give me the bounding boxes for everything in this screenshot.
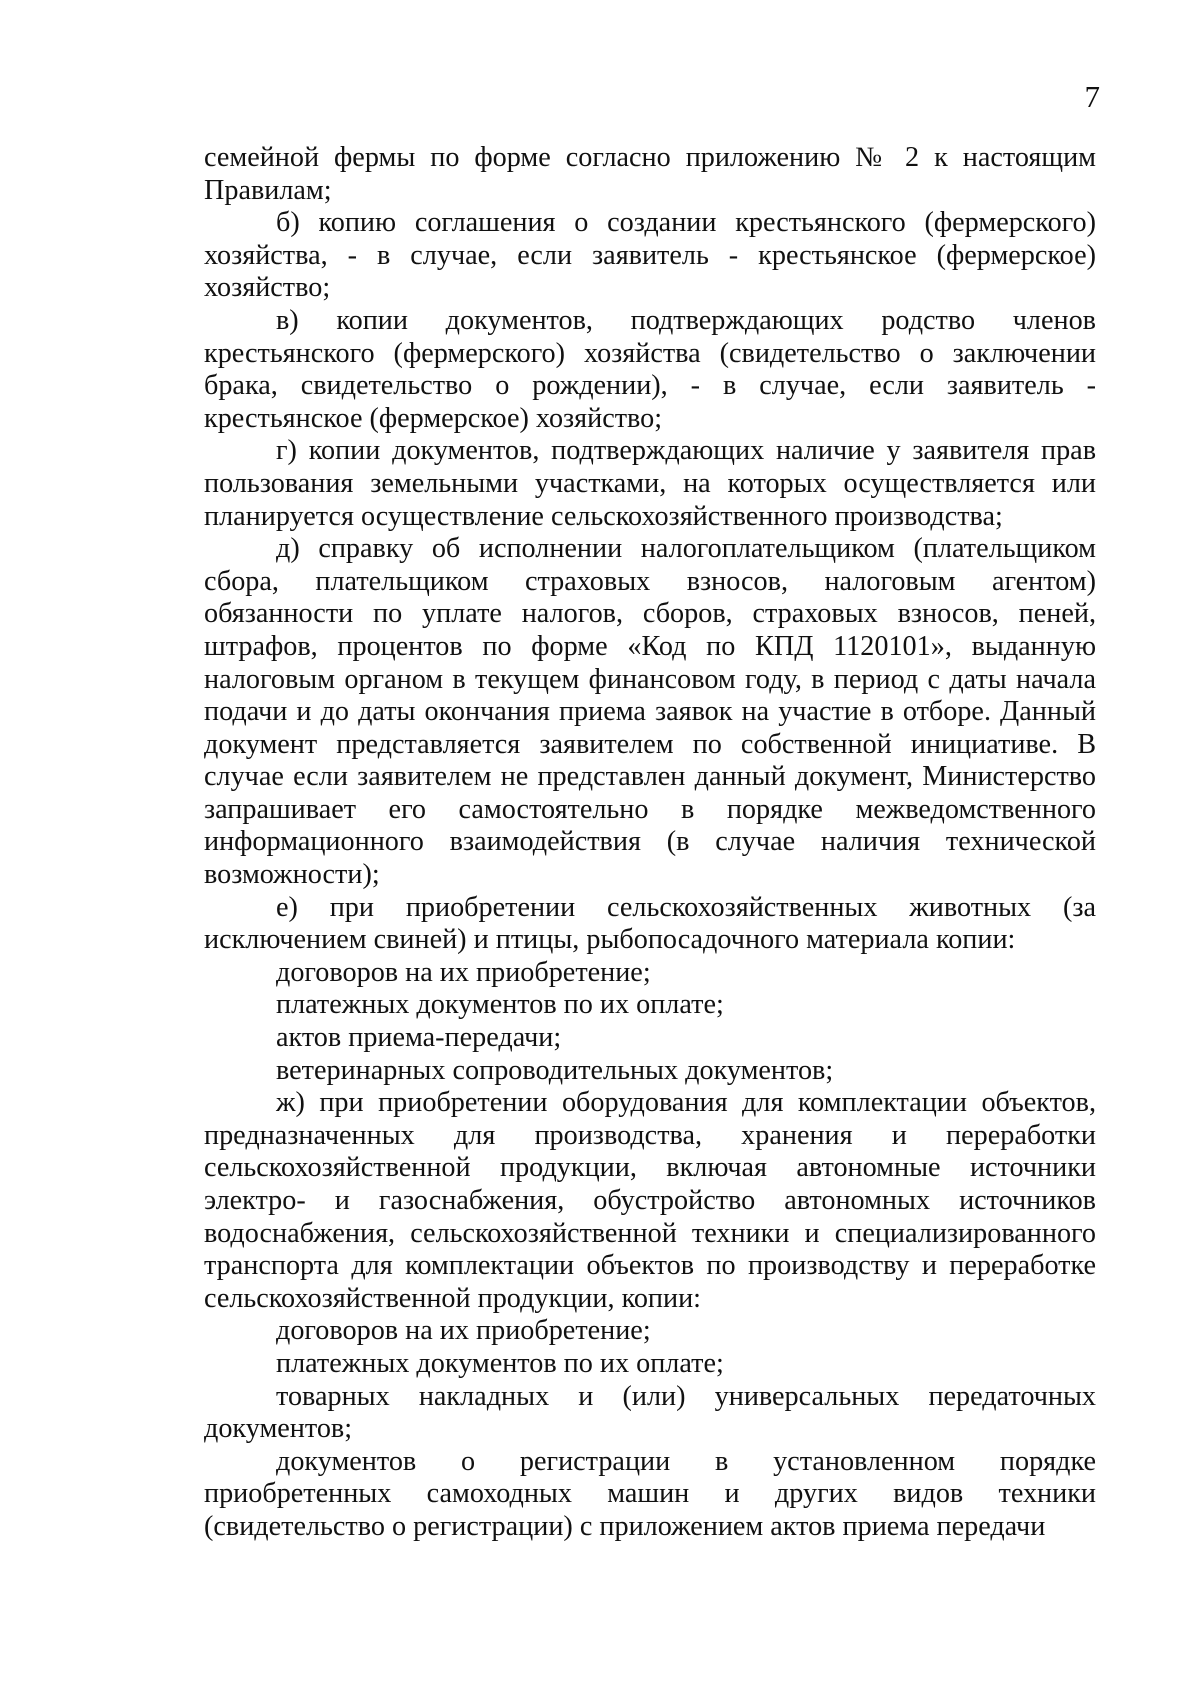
- list-item: договоров на их приобретение;: [276, 1315, 651, 1347]
- paragraph-item-d: д) справку об исполнении налогоплательщиком (плательщиком сбора, плательщиком страховых взносов, налоговым агентом) обязанности по уплате налогов, сборов, страховых взносов, пеней, штрафов, процентов по форме «Код по КПД 1120101», выданную налоговым органом в текущем финансовом году, в период с даты начала подачи и до даты окончания приема заявок на участие в отборе. Данный документ представляется заявителем по собственной инициативе. В случае если заявителем не представлен данный документ, Министерство запрашивает его самостоятельно в порядке межведомственного информационного взаимодействия (в случае наличия технической возможности);: [204, 533, 1096, 891]
- list-item: документов о регистрации в установленном порядке приобретенных самоходных машин и других видов техники (свидетельство о регистрации) с приложением актов приема передачи: [204, 1445, 1096, 1542]
- list-item: актов приема-передачи;: [276, 1022, 562, 1054]
- paragraph-item-v: в) копии документов, подтверждающих родство членов крестьянского (фермерского) хозяйства (свидетельство о заключении брака, свидетельство о рождении), - в случае, если заявитель - крестьянское (фермерское) хозяйство;: [204, 304, 1096, 434]
- document-body: [204, 142, 1096, 1544]
- paragraph-item-g: г) копии документов, подтверждающих наличие у заявителя прав пользования земельными участками, на которых осуществляется или планируется осуществление сельскохозяйственного производства;: [204, 435, 1096, 532]
- page-number: 7: [1084, 79, 1100, 114]
- paragraph-item-b: б) копию соглашения о создании крестьянского (фермерского) хозяйства, - в случае, если заявитель - крестьянское (фермерское) хозяйство;: [204, 207, 1096, 304]
- list-item: платежных документов по их оплате;: [276, 989, 724, 1021]
- paragraph-item-zh: ж) при приобретении оборудования для комплектации объектов, предназначенных для производства, хранения и переработки сельскохозяйственной продукции, включая автономные источники электро- и газоснабжения, обустройство автономных источников водоснабжения, сельскохозяйственной техники и специализированного транспорта для комплектации объектов по производству и переработке сельскохозяйственной продукции, копии:: [204, 1087, 1096, 1314]
- paragraph-item-e: е) при приобретении сельскохозяйственных животных (за исключением свиней) и птицы, рыбопосадочного материала копии:: [204, 891, 1096, 956]
- list-item: договоров на их приобретение;: [276, 956, 651, 988]
- list-item: товарных накладных и (или) универсальных передаточных документов;: [204, 1380, 1096, 1445]
- list-item: ветеринарных сопроводительных документов;: [276, 1054, 834, 1086]
- list-item: платежных документов по их оплате;: [276, 1347, 724, 1379]
- paragraph-continuation: семейной фермы по форме согласно приложению № 2 к настоящим Правилам;: [204, 142, 1096, 206]
